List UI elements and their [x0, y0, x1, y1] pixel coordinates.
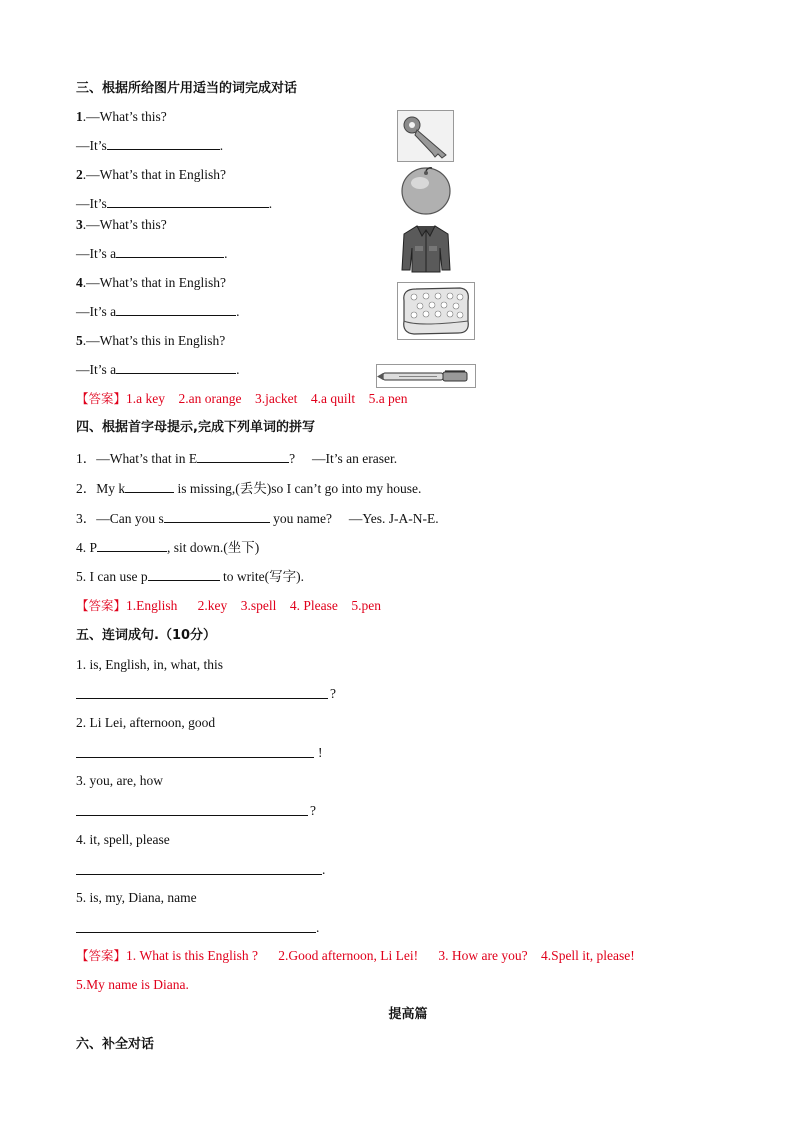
- word-order-item-1: 1. is, English, in, what, this: [76, 657, 224, 672]
- answer-text: 1. What is this English ? 2.Good afternoon, Li Lei! 3. How are you? 4.Spell it, please!: [126, 948, 635, 963]
- question-2: [76, 166, 226, 184]
- question-1: [76, 108, 167, 126]
- word-order-item-3: 3. you, are, how: [76, 773, 163, 788]
- answer-suffix: .: [268, 196, 273, 211]
- word-order-item-4: 4. it, spell, please: [76, 832, 170, 847]
- answer-label: 【答案】: [76, 598, 127, 613]
- pen-image: [376, 364, 476, 388]
- section4-title: 四、根据首字母提示,完成下列单词的拼写: [76, 420, 315, 435]
- answer-blank[interactable]: [116, 361, 236, 374]
- answer-suffix: .: [236, 362, 240, 377]
- word-order-item-5: 5. is, my, Diana, name: [76, 890, 197, 905]
- answer-suffix: .: [236, 304, 240, 319]
- section5-title: [76, 627, 216, 645]
- answer-line-2: [76, 195, 272, 213]
- jacket-image: [400, 222, 452, 274]
- answer-blank[interactable]: [164, 510, 270, 523]
- question-number: 5: [76, 333, 83, 348]
- spelling-item-3: [76, 510, 439, 528]
- answer-blank[interactable]: [76, 815, 308, 816]
- answer-blank[interactable]: [148, 568, 220, 581]
- answer-line-4: [76, 303, 240, 321]
- answer-prefix: —It’s a: [76, 246, 117, 261]
- question-4: [76, 274, 226, 292]
- answer-blank[interactable]: [97, 539, 167, 552]
- answer-blank[interactable]: [125, 480, 174, 493]
- question-5: [76, 332, 225, 350]
- question-number: 4: [76, 275, 83, 290]
- section6-title: 六、补全对话: [76, 1037, 155, 1052]
- section3-answer: [76, 390, 408, 408]
- spelling-rest: you name? —Yes. J-A-N-E.: [269, 511, 439, 526]
- answer-blank[interactable]: [116, 303, 236, 316]
- end-punctuation: ?: [330, 686, 336, 701]
- answer-blank[interactable]: [107, 137, 220, 150]
- answer-text: 1.a key 2.an orange 3.jacket 4.a quilt 5.a pen: [126, 391, 408, 406]
- answer-blank[interactable]: [76, 698, 328, 699]
- answer-suffix: .: [219, 138, 224, 153]
- spelling-item-5: [76, 568, 304, 586]
- question-number: 2: [76, 167, 83, 182]
- title-points: 10: [171, 628, 191, 643]
- title-end: 分）: [190, 628, 217, 643]
- question-text: .—What’s this in English?: [82, 333, 226, 348]
- answer-suffix: .: [224, 246, 228, 261]
- spelling-item-4: [76, 539, 259, 557]
- question-text: .—What’s that in English?: [82, 167, 226, 182]
- answer-prefix: —It’s a: [76, 362, 117, 377]
- answer-prefix: —It’s: [76, 138, 107, 153]
- question-text: .—What’s this?: [82, 109, 167, 124]
- answer-line-3: [76, 245, 228, 263]
- spelling-item-2: [76, 480, 421, 498]
- answer-prefix: —It’s: [76, 196, 107, 211]
- answer-blank[interactable]: [107, 195, 269, 208]
- spelling-rest: ? —It’s an eraser.: [289, 451, 398, 466]
- advanced-section-title: 提高篇: [388, 1007, 428, 1022]
- question-number: 1: [76, 109, 83, 124]
- answer-prefix: —It’s a: [76, 304, 117, 319]
- title-text: 五、连词成句.（: [76, 628, 172, 643]
- spelling-rest: , sit down.(坐下): [167, 540, 260, 555]
- spelling-prompt: 3．—Can you s: [76, 511, 164, 526]
- answer-label: 【答案】: [76, 948, 127, 963]
- answer-blank[interactable]: [76, 874, 322, 875]
- answer-text: 1.English 2.key 3.spell 4. Please 5.pen: [126, 598, 381, 613]
- answer-blank[interactable]: [76, 757, 314, 758]
- end-punctuation: ?: [310, 803, 316, 818]
- question-text: .—What’s this?: [82, 217, 167, 232]
- orange-image: [400, 165, 452, 215]
- section5-answer: [76, 947, 635, 965]
- section3-title: 三、根据所给图片用适当的词完成对话: [76, 81, 298, 96]
- question-text: .—What’s that in English?: [82, 275, 226, 290]
- end-punctuation: .: [322, 862, 326, 877]
- section5-answer-continued: 5.My name is Diana.: [76, 977, 189, 992]
- answer-line-5: [76, 361, 240, 379]
- quilt-image: [397, 282, 475, 340]
- question-number: 3: [76, 217, 83, 232]
- end-punctuation: !: [318, 745, 323, 760]
- spelling-prompt: 5. I can use p: [76, 569, 148, 584]
- key-image: [397, 110, 454, 162]
- spelling-prompt: 2．My k: [76, 481, 126, 496]
- answer-blank[interactable]: [76, 932, 316, 933]
- section4-answer: [76, 597, 381, 615]
- spelling-rest: to write(写字).: [219, 569, 304, 584]
- spelling-prompt: 1．—What’s that in E: [76, 451, 198, 466]
- word-order-item-2: 2. Li Lei, afternoon, good: [76, 715, 216, 730]
- answer-blank[interactable]: [116, 245, 224, 258]
- answer-blank[interactable]: [197, 450, 289, 463]
- spelling-prompt: 4. P: [76, 540, 98, 555]
- spelling-item-1: [76, 450, 397, 468]
- question-3: [76, 216, 167, 234]
- end-punctuation: .: [316, 920, 320, 935]
- answer-line-1: [76, 137, 223, 155]
- spelling-rest: is missing,(丢失)so I can’t go into my house.: [174, 481, 422, 496]
- answer-label: 【答案】: [76, 391, 127, 406]
